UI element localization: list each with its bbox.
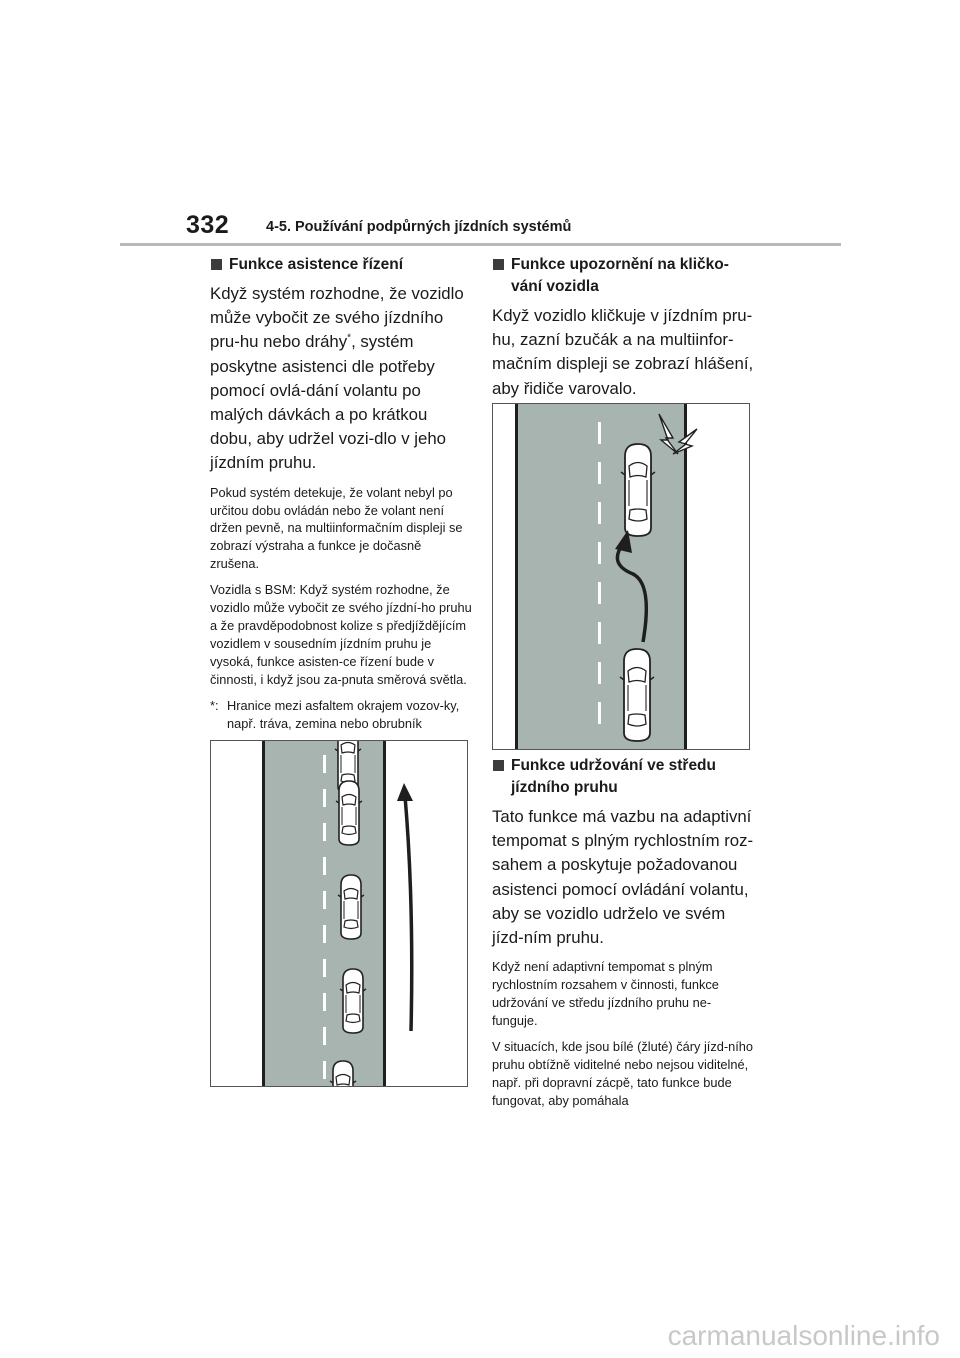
section-heading-lane-centering: [492, 755, 756, 799]
car-icon: [620, 649, 654, 741]
figure-sway-warning: [492, 403, 750, 750]
car-icon: [621, 444, 655, 536]
figure-steering-assist: [210, 740, 468, 1087]
body-paragraph: Když vozidlo kličkuje v jízdním pru-hu, zazní bzučák a na multiinfor-mačním displeji se zobrazí hlášení, aby řidiče varovalo.: [492, 306, 754, 398]
footnote-text: Hranice mezi asfaltem okrajem vozov-ky, např. tráva, zemina nebo obrubník: [227, 697, 460, 731]
car-icon: [330, 1061, 356, 1086]
square-bullet-icon: [493, 259, 504, 270]
right-column-top: [492, 254, 756, 409]
square-bullet-icon: [211, 259, 222, 270]
body-paragraph: Tato funkce má vazbu na adaptivní tempomat s plným rychlostním roz-sahem a poskytuje požadovanou asistenci pomocí ovládání volantu, aby se vozidlo udrželo ve svém jízd-ním pruhu.: [492, 807, 754, 948]
header-rule: [120, 243, 841, 246]
body-text-part: Když systém rozhodne, že vozidlo může vybočit ze svého jízdního pru-hu nebo dráhy: [210, 284, 464, 352]
footnote: [210, 697, 472, 733]
square-bullet-icon: [493, 760, 504, 771]
body-text-part: , systém poskytne asistenci dle potřeby pomocí ovlá-dání volantu po malých dávkách a po krátkou dobu, aby udržel vozi-dlo v jeho jízdním pruhu.: [210, 332, 447, 473]
note-paragraph: Když není adaptivní tempomat s plným rychlostním rozsahem v činnosti, funkce udržování ve středu jízdního pruhu ne-funguje.: [492, 959, 719, 1028]
car-icon: [338, 875, 364, 939]
page-number: 332: [186, 211, 230, 239]
heading-text: Funkce asistence řízení: [229, 256, 404, 273]
left-column: [210, 254, 472, 732]
chapter-title: 4-5. Používání podpůrných jízdních systémů: [266, 219, 572, 235]
footnote-mark: *:: [210, 697, 219, 713]
body-paragraph: [210, 282, 472, 476]
heading-text: Funkce udržování ve středu jízdního pruhu: [511, 757, 716, 796]
arrow-icon: [397, 783, 413, 1031]
section-heading-steering-assist: [210, 254, 472, 276]
note-paragraph: Pokud systém detekuje, že volant nebyl po určitou dobu ovládán nebo že volant není držen pevně, na multiinformačním displeji se zobrazí výstraha a funkce je dočasně zrušena.: [210, 484, 463, 572]
right-column-bottom: [492, 755, 756, 1117]
car-icon: [336, 781, 362, 845]
watermark: carmanualsonline.info: [667, 1320, 940, 1351]
note-paragraph: Vozidla s BSM: Když systém rozhodne, že vozidlo může vybočit ze svého jízdní-ho pruhu a že pravděpodobnost kolize s předjíždějícím vozidlem v sousedním jízdním pruhu je vysoká, funkce asisten-ce řízení bude v činnosti, i když jsou za-pnuta směrová světla.: [210, 582, 472, 687]
car-icon: [340, 969, 366, 1033]
section-heading-sway-warning: [492, 254, 756, 298]
note-paragraph: V situacích, kde jsou bílé (žluté) čáry jízd-ního pruhu obtížně viditelné nebo nejsou viditelné, např. při dopravní zácpě, tato funkce bude fungovat, aby pomáhala: [492, 1038, 754, 1108]
heading-text: Funkce upozornění na kličko-vání vozidla: [511, 256, 729, 295]
footnote-reference: *: [347, 332, 352, 344]
